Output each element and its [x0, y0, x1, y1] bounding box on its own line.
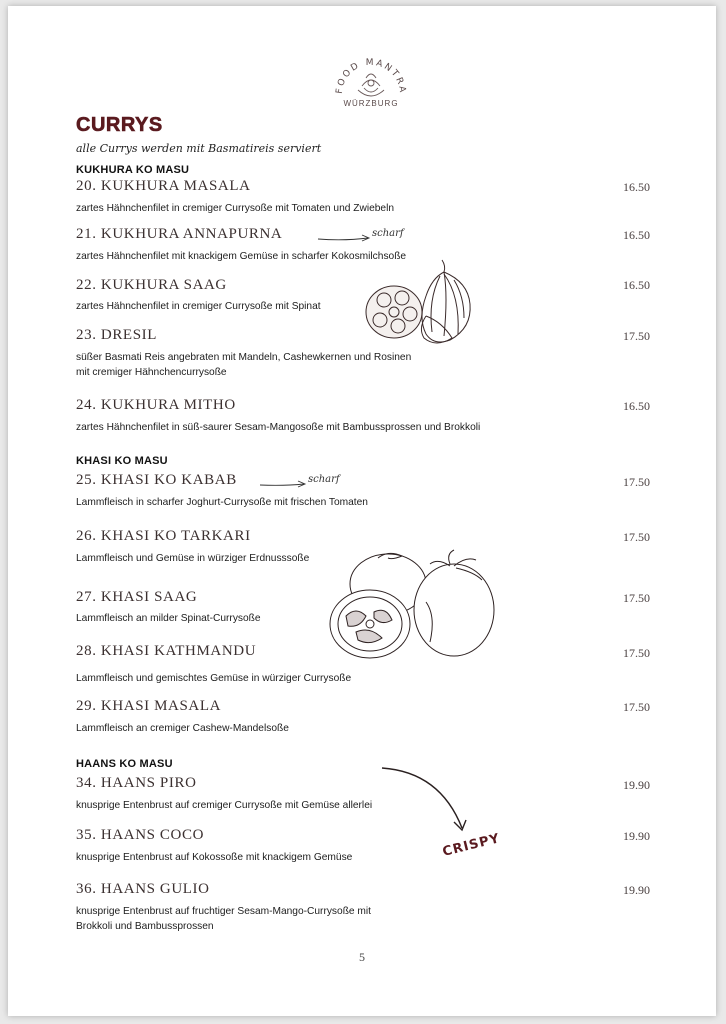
- dish-price: 16.50: [623, 180, 650, 194]
- crispy-label: CRISPY: [441, 831, 502, 860]
- dish-description: zartes Hähnchenfilet in süß-saurer Sesam-Mangosoße mit Bambussprossen und Brokkoli: [76, 422, 481, 433]
- scharf-annotation: [258, 474, 368, 494]
- scharf-label: scharf: [372, 228, 404, 239]
- dish-price: 17.50: [623, 475, 650, 489]
- dish-price: 16.50: [623, 278, 650, 292]
- menu-page: [8, 6, 716, 1016]
- dish-price: 17.50: [623, 591, 650, 605]
- dish-description: Lammfleisch in scharfer Joghurt-Currysoße mit frischen Tomaten: [76, 497, 368, 508]
- dish-price: 17.50: [623, 530, 650, 544]
- tomato-illustration: [326, 546, 496, 664]
- dish-name: 36. HAANS GULIO: [76, 881, 210, 897]
- curved-arrow-icon: [378, 762, 488, 836]
- dish-name: 34. HAANS PIRO: [76, 775, 197, 791]
- section-khasi-heading: KHASI KO MASU: [76, 455, 168, 467]
- dish-description: süßer Basmati Reis angebraten mit Mandeln, Cashewkernen und Rosinen: [76, 352, 412, 363]
- dish-description: Lammfleisch und Gemüse in würziger Erdnusssoße: [76, 553, 310, 564]
- garlic-icon: [360, 256, 480, 348]
- dish-price: 17.50: [623, 329, 650, 343]
- logo-arc-text: FOOD MANTRA: [334, 57, 408, 96]
- scharf-label: scharf: [308, 474, 340, 485]
- dish-description: zartes Hähnchenfilet in cremiger Currysoße mit Tomaten und Zwiebeln: [76, 203, 395, 214]
- crispy-annotation: [378, 762, 502, 872]
- dish-name: 35. HAANS COCO: [76, 827, 204, 843]
- dish-price: 16.50: [623, 228, 650, 242]
- dish-name: 29. KHASI MASALA: [76, 698, 222, 714]
- dish-description-line2: mit cremiger Hähnchencurrysoße: [76, 367, 227, 378]
- page-number: 5: [359, 950, 365, 964]
- dish-description: zartes Hähnchenfilet in cremiger Currysoße mit Spinat: [76, 301, 321, 312]
- dish-description: knusprige Entenbrust auf Kokossoße mit knackigem Gemüse: [76, 852, 353, 863]
- section-kukhura-heading: KUKHURA KO MASU: [76, 164, 190, 176]
- scharf-annotation: [316, 228, 426, 248]
- dish-name: 25. KHASI KO KABAB: [76, 472, 237, 488]
- dish-name: 22. KUKHURA SAAG: [76, 277, 227, 293]
- dish-description: knusprige Entenbrust auf fruchtiger Sesam-Mango-Currysoße mit: [76, 906, 371, 917]
- garlic-illustration: [360, 256, 480, 348]
- section-haans-heading: HAANS KO MASU: [76, 758, 173, 770]
- dish-description: Lammfleisch an cremiger Cashew-Mandelsoße: [76, 723, 289, 734]
- dish-price: 19.90: [623, 829, 650, 843]
- dish-description-line2: Brokkoli und Bambussprossen: [76, 921, 214, 932]
- serving-note: alle Currys werden mit Basmatireis serviert: [76, 142, 322, 155]
- dish-name: 24. KUKHURA MITHO: [76, 397, 236, 413]
- logo-emblem: [326, 46, 416, 106]
- dish-name: 20. KUKHURA MASALA: [76, 178, 251, 194]
- dish-name: 28. KHASI KATHMANDU: [76, 643, 257, 659]
- dish-name: 21. KUKHURA ANNAPURNA: [76, 226, 283, 242]
- dish-price: 17.50: [623, 646, 650, 660]
- dish-description: Lammfleisch an milder Spinat-Currysoße: [76, 613, 261, 624]
- dish-price: 16.50: [623, 399, 650, 413]
- logo-city: WÜRZBURG: [343, 99, 399, 108]
- dish-name: 26. KHASI KO TARKARI: [76, 528, 251, 544]
- dish-description: knusprige Entenbrust auf cremiger Currysoße mit Gemüse allerlei: [76, 800, 373, 811]
- arrow-right-icon: [316, 231, 376, 245]
- dish-description: zartes Hähnchenfilet mit knackigem Gemüse in scharfer Kokosmilchsoße: [76, 251, 407, 262]
- food-mantra-logo: [326, 46, 416, 116]
- arrow-right-icon: [258, 477, 312, 491]
- tomato-icon: [326, 546, 496, 664]
- dish-price: 17.50: [623, 700, 650, 714]
- dish-name: 23. DRESIL: [76, 327, 157, 343]
- dish-price: 19.90: [623, 883, 650, 897]
- dish-name: 27. KHASI SAAG: [76, 589, 198, 605]
- dish-price: 19.90: [623, 778, 650, 792]
- dish-description: Lammfleisch und gemischtes Gemüse in würziger Currysoße: [76, 673, 352, 684]
- page-title: CURRYS: [76, 114, 163, 136]
